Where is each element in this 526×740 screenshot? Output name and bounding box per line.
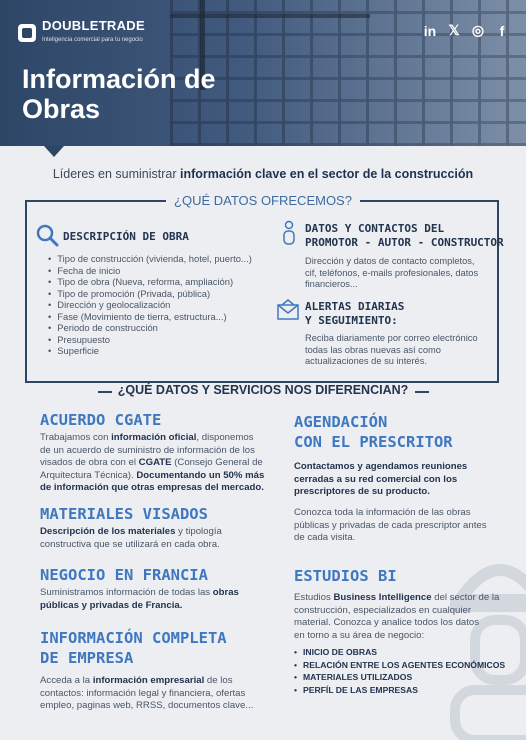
materiales-heading: MATERIALES VISADOS [40,505,208,523]
list-item: • Tipo de obra (Nueva, reforma, ampliación) [48,276,252,288]
hero-banner [0,0,526,146]
tagline: Líderes en suministrar información clave en el sector de la construcción [52,167,474,181]
logo-subtitle: Inteligencia comercial para tu negocio [42,37,143,43]
contactos-text: Dirección y datos de contacto completos, cif, teléfonos, e-mails profesionales, datos financieros... [305,256,479,289]
logo-icon [18,24,36,42]
list-item: • RELACIÓN ENTRE LOS AGENTES ECONÓMICOS [294,659,505,672]
list-item: • Presupuesto [48,334,252,346]
francia-text: Suministramos información de todas las obras públicas y privadas de Francia. [40,587,239,611]
completa-heading: INFORMACIÓN COMPLETA DE EMPRESA [40,629,227,667]
list-item: • Tipo de construcción (vivienda, hotel, puerto...) [48,253,252,265]
completa-text: Acceda a la información empresarial de los contactos: información legal y financiera, ofertas empleo, paginas web, RRSS, documentos clave... [40,675,254,711]
alertas-heading: ALERTAS DIARIAS Y SEGUIMIENTO: [305,300,405,327]
ofrecemos-title: ¿QUÉ DATOS OFRECEMOS? [0,192,526,210]
bi-heading: ESTUDIOS BI [294,567,397,585]
linkedin-icon[interactable]: in [423,22,437,39]
mail-alert-icon [277,299,299,321]
contactos-heading: DATOS Y CONTACTOS DEL PROMOTOR - AUTOR - CONSTRUCTOR [305,222,504,249]
list-item: • Fase (Movimiento de tierra, estructura...) [48,311,252,323]
twitter-icon[interactable]: 𝕏 [448,22,460,38]
agendacion-heading: AGENDACIÓN CON EL PRESCRITOR [294,413,453,451]
hero-notch [44,146,64,157]
agendacion-bold-text: Contactamos y agendamos reuniones cerradas a su red comercial con los prescriptores de su producto. [294,461,468,497]
cgate-heading: ACUERDO CGATE [40,411,162,429]
page-title [22,64,216,124]
logo-name: DOUBLETRADE [42,18,145,33]
facebook-icon[interactable]: f [499,22,505,39]
social-links [422,22,510,39]
descripcion-heading: DESCRIPCIÓN DE OBRA [63,230,189,243]
cgate-text: Trabajamos con información oficial, disponemos de un acuerdo de suministro de información de los visados de obra con el CGATE (Consejo General de Arquitectura Técnica). Documentando un 50% más de información que otras empresas del mercado. [40,432,265,493]
crane-jib [170,14,370,18]
title-line-2: Obras [22,94,101,124]
bi-list [294,646,505,696]
bi-text: Estudios Business Intelligence del sector de la construcción, especializados en cualquier material. Conozca y analice todos los datos en torno a su área de negocio: [294,592,500,641]
francia-heading: NEGOCIO EN FRANCIA [40,566,208,584]
list-item: • Fecha de inicio [48,265,252,277]
list-item: • INICIO DE OBRAS [294,646,505,659]
materiales-text: Descripción de los materiales y tipología constructiva que se utilizará en cada obra. [40,526,222,550]
title-line-1: Información de [22,64,216,94]
diferencian-title: ¿QUÉ DATOS Y SERVICIOS NOS DIFERENCIAN? [0,383,526,397]
list-item: • PERFÍL DE LAS EMPRESAS [294,684,505,697]
list-item: • MATERIALES UTILIZADOS [294,671,505,684]
search-icon [35,223,59,247]
list-item: • Dirección y geolocalización [48,299,252,311]
alertas-text: Reciba diariamente por correo electrónico todas las obras nuevas así como actualizaciones de su interés. [305,333,478,366]
list-item: • Superficie [48,345,252,357]
list-item: • Tipo de promoción (Privada, pública) [48,288,252,300]
list-item: • Periodo de construcción [48,322,252,334]
brand-logo[interactable] [18,20,145,46]
agendacion-text: Conozca toda la información de las obras públicas y privadas de cada prescriptor antes de cada visita. [294,507,487,543]
descripcion-list [48,253,252,357]
instagram-icon[interactable]: ◎ [471,22,485,38]
person-icon [281,220,297,246]
